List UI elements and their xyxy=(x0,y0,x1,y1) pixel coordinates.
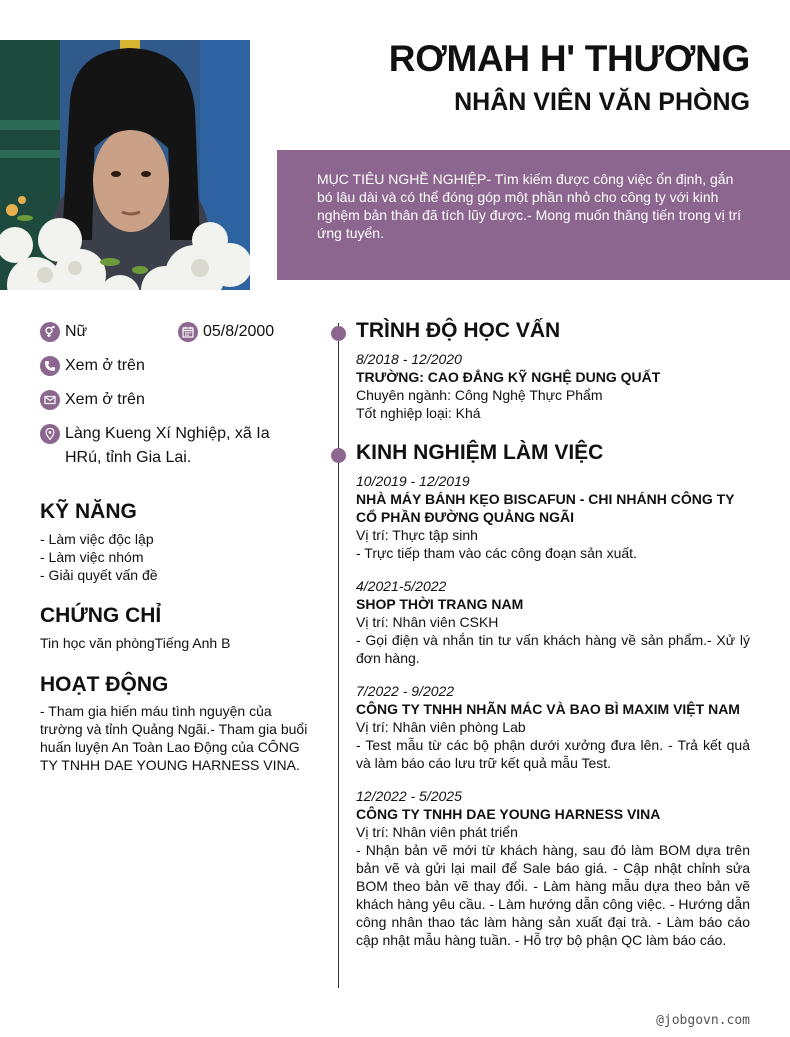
email-value: Xem ở trên xyxy=(65,391,145,408)
skill-item: - Làm việc độc lập xyxy=(40,531,154,547)
experience-entry xyxy=(356,577,750,667)
experience-heading: KINH NGHIỆM LÀM VIỆC xyxy=(356,441,604,464)
activities-heading: HOẠT ĐỘNG xyxy=(40,673,169,696)
skills-list xyxy=(40,530,310,584)
timeline-line xyxy=(338,323,339,988)
experience-period: 10/2019 - 12/2019 xyxy=(356,473,470,489)
education-period: 8/2018 - 12/2020 xyxy=(356,351,462,367)
skills-heading: KỸ NĂNG xyxy=(40,500,137,523)
certificates-heading: CHỨNG CHỈ xyxy=(40,604,162,627)
birthdate-row xyxy=(178,320,274,344)
address-row xyxy=(40,422,290,470)
experience-company: CÔNG TY TNHH NHÃN MÁC VÀ BAO BÌ MAXIM VIỆT NAM xyxy=(356,701,740,717)
education-grade: Tốt nghiệp loại: Khá xyxy=(356,405,481,421)
experience-description: - Trực tiếp tham vào các công đoạn sản xuất. xyxy=(356,545,637,561)
experience-position: Vị trí: Nhân viên CSKH xyxy=(356,614,499,630)
education-major: Chuyên ngành: Công Nghệ Thực Phẩm xyxy=(356,387,603,403)
experience-company: NHÀ MÁY BÁNH KẸO BISCAFUN - CHI NHÁNH CÔNG TY CỔ PHẦN ĐƯỜNG QUẢNG NGÃI xyxy=(356,491,735,525)
job-title: NHÂN VIÊN VĂN PHÒNG xyxy=(454,88,750,116)
timeline-dot xyxy=(331,326,346,341)
education-heading: TRÌNH ĐỘ HỌC VẤN xyxy=(356,319,561,342)
calendar-icon xyxy=(178,322,198,342)
gender-row xyxy=(40,320,87,344)
experience-company: CÔNG TY TNHH DAE YOUNG HARNESS VINA xyxy=(356,806,661,822)
experience-period: 7/2022 - 9/2022 xyxy=(356,683,455,699)
email-row xyxy=(40,388,145,412)
phone-row xyxy=(40,354,145,378)
birthdate-value: 05/8/2000 xyxy=(203,323,275,340)
career-objective: MỤC TIÊU NGHỀ NGHIỆP- Tìm kiếm được công việc ổn định, gắn bó lâu dài và có thể đóng góp một phần nhỏ cho công ty với kinh nghệm bản thân đã tích lũy được.- Mong muốn thăng tiến trong vị trí ứng tuyển. xyxy=(277,150,790,280)
candidate-name: RƠMAH H' THƯƠNG xyxy=(388,38,750,79)
education-school: TRƯỜNG: CAO ĐẲNG KỸ NGHỆ DUNG QUẤT xyxy=(356,369,661,385)
gender-value: Nữ xyxy=(65,323,88,340)
address-value: Làng Kueng Xí Nghiệp, xã Ia HRú, tỉnh Gia Lai. xyxy=(65,425,270,466)
phone-value: Xem ở trên xyxy=(65,357,145,374)
skill-item: - Làm việc nhóm xyxy=(40,549,144,565)
experience-description: - Test mẫu từ các bộ phận dưới xưởng đưa lên. - Trả kết quả và làm báo cáo lưu trữ kết quả mẫu Test. xyxy=(356,737,750,771)
experience-entry xyxy=(356,472,750,562)
experience-position: Vị trí: Nhân viên phòng Lab xyxy=(356,719,526,735)
profile-photo xyxy=(0,40,250,290)
experience-position: Vị trí: Thực tập sinh xyxy=(356,527,478,543)
phone-icon xyxy=(40,356,60,376)
email-icon xyxy=(40,390,60,410)
location-pin-icon xyxy=(40,424,60,444)
experience-period: 4/2021-5/2022 xyxy=(356,578,447,594)
experience-position: Vị trí: Nhân viên phát triển xyxy=(356,824,518,840)
education-entry xyxy=(356,350,750,422)
watermark: @jobgovn.com xyxy=(656,1013,750,1028)
experience-description: - Nhận bản vẽ mới từ khách hàng, sau đó làm BOM dựa trên bản vẽ và gửi lại mail để Sale báo giá. - Cập nhật chỉnh sửa BOM theo bản vẽ thay đổi. - Làm hàng mẫu dựa theo bản vẽ khách hàng yêu cầu. - Làm hướng dẫn công việc. - Hướng dẫn công nhân thao tác làm hàng sản xuất đại trà. - Làm báo cáo cập nhật mẫu hàng tuần. - Hỗ trợ bộ phận QC làm báo cáo. xyxy=(356,842,750,948)
experience-description: - Gọi điện và nhắn tin tư vấn khách hàng về sản phẩm.- Xử lý đơn hàng. xyxy=(356,632,750,666)
certificates-text: Tin học văn phòngTiếng Anh B xyxy=(40,635,231,651)
experience-entry xyxy=(356,682,750,772)
activities-text: - Tham gia hiến máu tình nguyện của trường và tỉnh Quảng Ngãi.- Tham gia buổi huấn luyện An Toàn Lao Động của CÔNG TY TNHH DAE YOUNG HARNESS VINA. xyxy=(40,703,308,773)
gender-icon xyxy=(40,322,60,342)
experience-period: 12/2022 - 5/2025 xyxy=(356,788,462,804)
timeline-dot xyxy=(331,448,346,463)
skill-item: - Giải quyết vấn đề xyxy=(40,567,158,583)
experience-entry xyxy=(356,787,750,949)
experience-company: SHOP THỜI TRANG NAM xyxy=(356,596,524,612)
